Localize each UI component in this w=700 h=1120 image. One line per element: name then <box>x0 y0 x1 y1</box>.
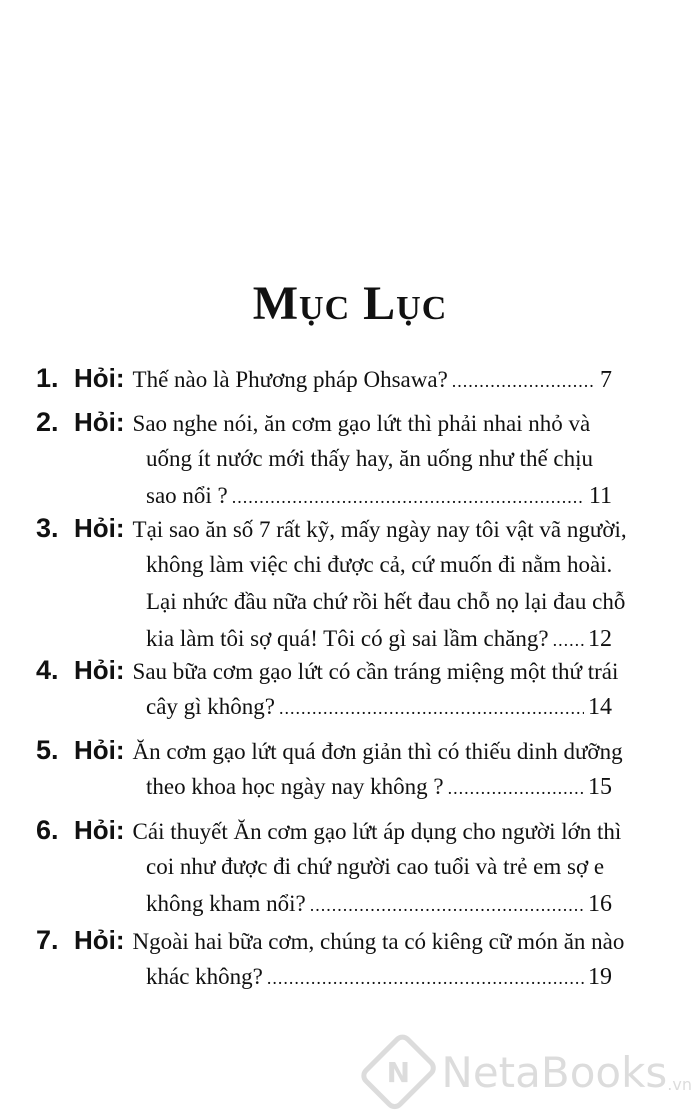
dot-leader <box>310 887 584 923</box>
toc-line <box>146 547 612 583</box>
watermark-text: NetaBooks <box>441 1047 668 1097</box>
dot-leader <box>279 690 584 726</box>
toc-label: Hỏi: <box>74 925 125 955</box>
netabooks-logo-icon <box>357 1030 440 1113</box>
toc-page-number: 16 <box>588 891 612 917</box>
toc-line <box>146 849 604 885</box>
toc-line <box>36 510 627 548</box>
toc-question-text: khác không? <box>146 964 263 989</box>
toc-number: 1. <box>36 363 59 393</box>
toc-question-text: Ngoài hai bữa cơm, chúng ta có kiêng cữ món ăn nào <box>132 929 625 954</box>
toc-line <box>36 360 612 399</box>
toc-question-text: Sau bữa cơm gạo lứt có cần tráng miệng một thứ trái <box>132 659 619 684</box>
toc-question-text: kia làm tôi sợ quá! Tôi có gì sai lầm chăng? <box>146 626 549 651</box>
toc-number: 3. <box>36 513 59 543</box>
page-title: Mục Lục <box>252 277 448 330</box>
toc-question-text: Lại nhức đầu nữa chứ rồi hết đau chỗ nọ lại đau chỗ <box>146 589 626 614</box>
toc-label: Hỏi: <box>74 815 125 845</box>
toc-line <box>146 959 612 996</box>
toc-question-text: Tại sao ăn số 7 rất kỹ, mấy ngày nay tôi vật vã người, <box>132 517 627 542</box>
toc-question-text: theo khoa học ngày nay không ? <box>146 774 444 799</box>
toc-line <box>36 652 618 690</box>
toc-label: Hỏi: <box>74 363 125 393</box>
toc-page-number: 7 <box>600 367 612 393</box>
toc-line <box>36 732 623 770</box>
toc-question-text: không kham nổi? <box>146 891 306 916</box>
toc-page-number: 14 <box>588 694 612 720</box>
dot-leader <box>267 960 584 996</box>
toc-question-text: coi như được đi chứ người cao tuổi và trẻ em sợ e <box>146 854 605 879</box>
toc-line <box>36 812 621 850</box>
dot-leader <box>452 363 596 399</box>
toc-question-text: sao nổi ? <box>146 483 228 508</box>
toc-line <box>146 886 612 923</box>
toc-number: 2. <box>36 407 59 437</box>
toc-line <box>146 769 612 806</box>
toc-page-number: 15 <box>588 774 612 800</box>
toc-label: Hỏi: <box>74 407 125 437</box>
toc-number: 6. <box>36 815 59 845</box>
toc-question-text: uống ít nước mới thấy hay, ăn uống như thế chịu <box>146 446 593 471</box>
toc-question-text: Thế nào là Phương pháp Ohsawa? <box>132 367 448 392</box>
watermark <box>372 1032 692 1112</box>
toc-label: Hỏi: <box>74 655 125 685</box>
toc-label: Hỏi: <box>74 513 125 543</box>
toc-question-text: Ăn cơm gạo lứt quá đơn giản thì có thiếu dinh dưỡng <box>132 739 623 764</box>
toc-page-number: 11 <box>588 483 612 509</box>
toc-number: 4. <box>36 655 59 685</box>
toc-page-number: 19 <box>588 964 612 990</box>
toc-question-text: không làm việc chi được cả, cứ muốn đi nằm hoài. <box>146 552 613 577</box>
toc-line <box>146 689 612 726</box>
toc-question-text: cây gì không? <box>146 694 276 719</box>
dot-leader <box>448 770 584 806</box>
toc-label: Hỏi: <box>74 735 125 765</box>
watermark-suffix: .vn <box>667 1075 692 1094</box>
toc-page-number: 12 <box>588 626 612 652</box>
toc-line <box>36 922 624 960</box>
toc-line <box>146 584 625 620</box>
toc-line <box>36 404 590 442</box>
toc-number: 7. <box>36 925 59 955</box>
toc-question-text: Cái thuyết Ăn cơm gạo lứt áp dụng cho người lớn thì <box>132 819 622 844</box>
watermark-logo-letter: N <box>386 1055 411 1089</box>
toc-question-text: Sao nghe nói, ăn cơm gạo lứt thì phải nhai nhỏ và <box>132 411 591 436</box>
toc-line <box>146 441 593 477</box>
toc-number: 5. <box>36 735 59 765</box>
